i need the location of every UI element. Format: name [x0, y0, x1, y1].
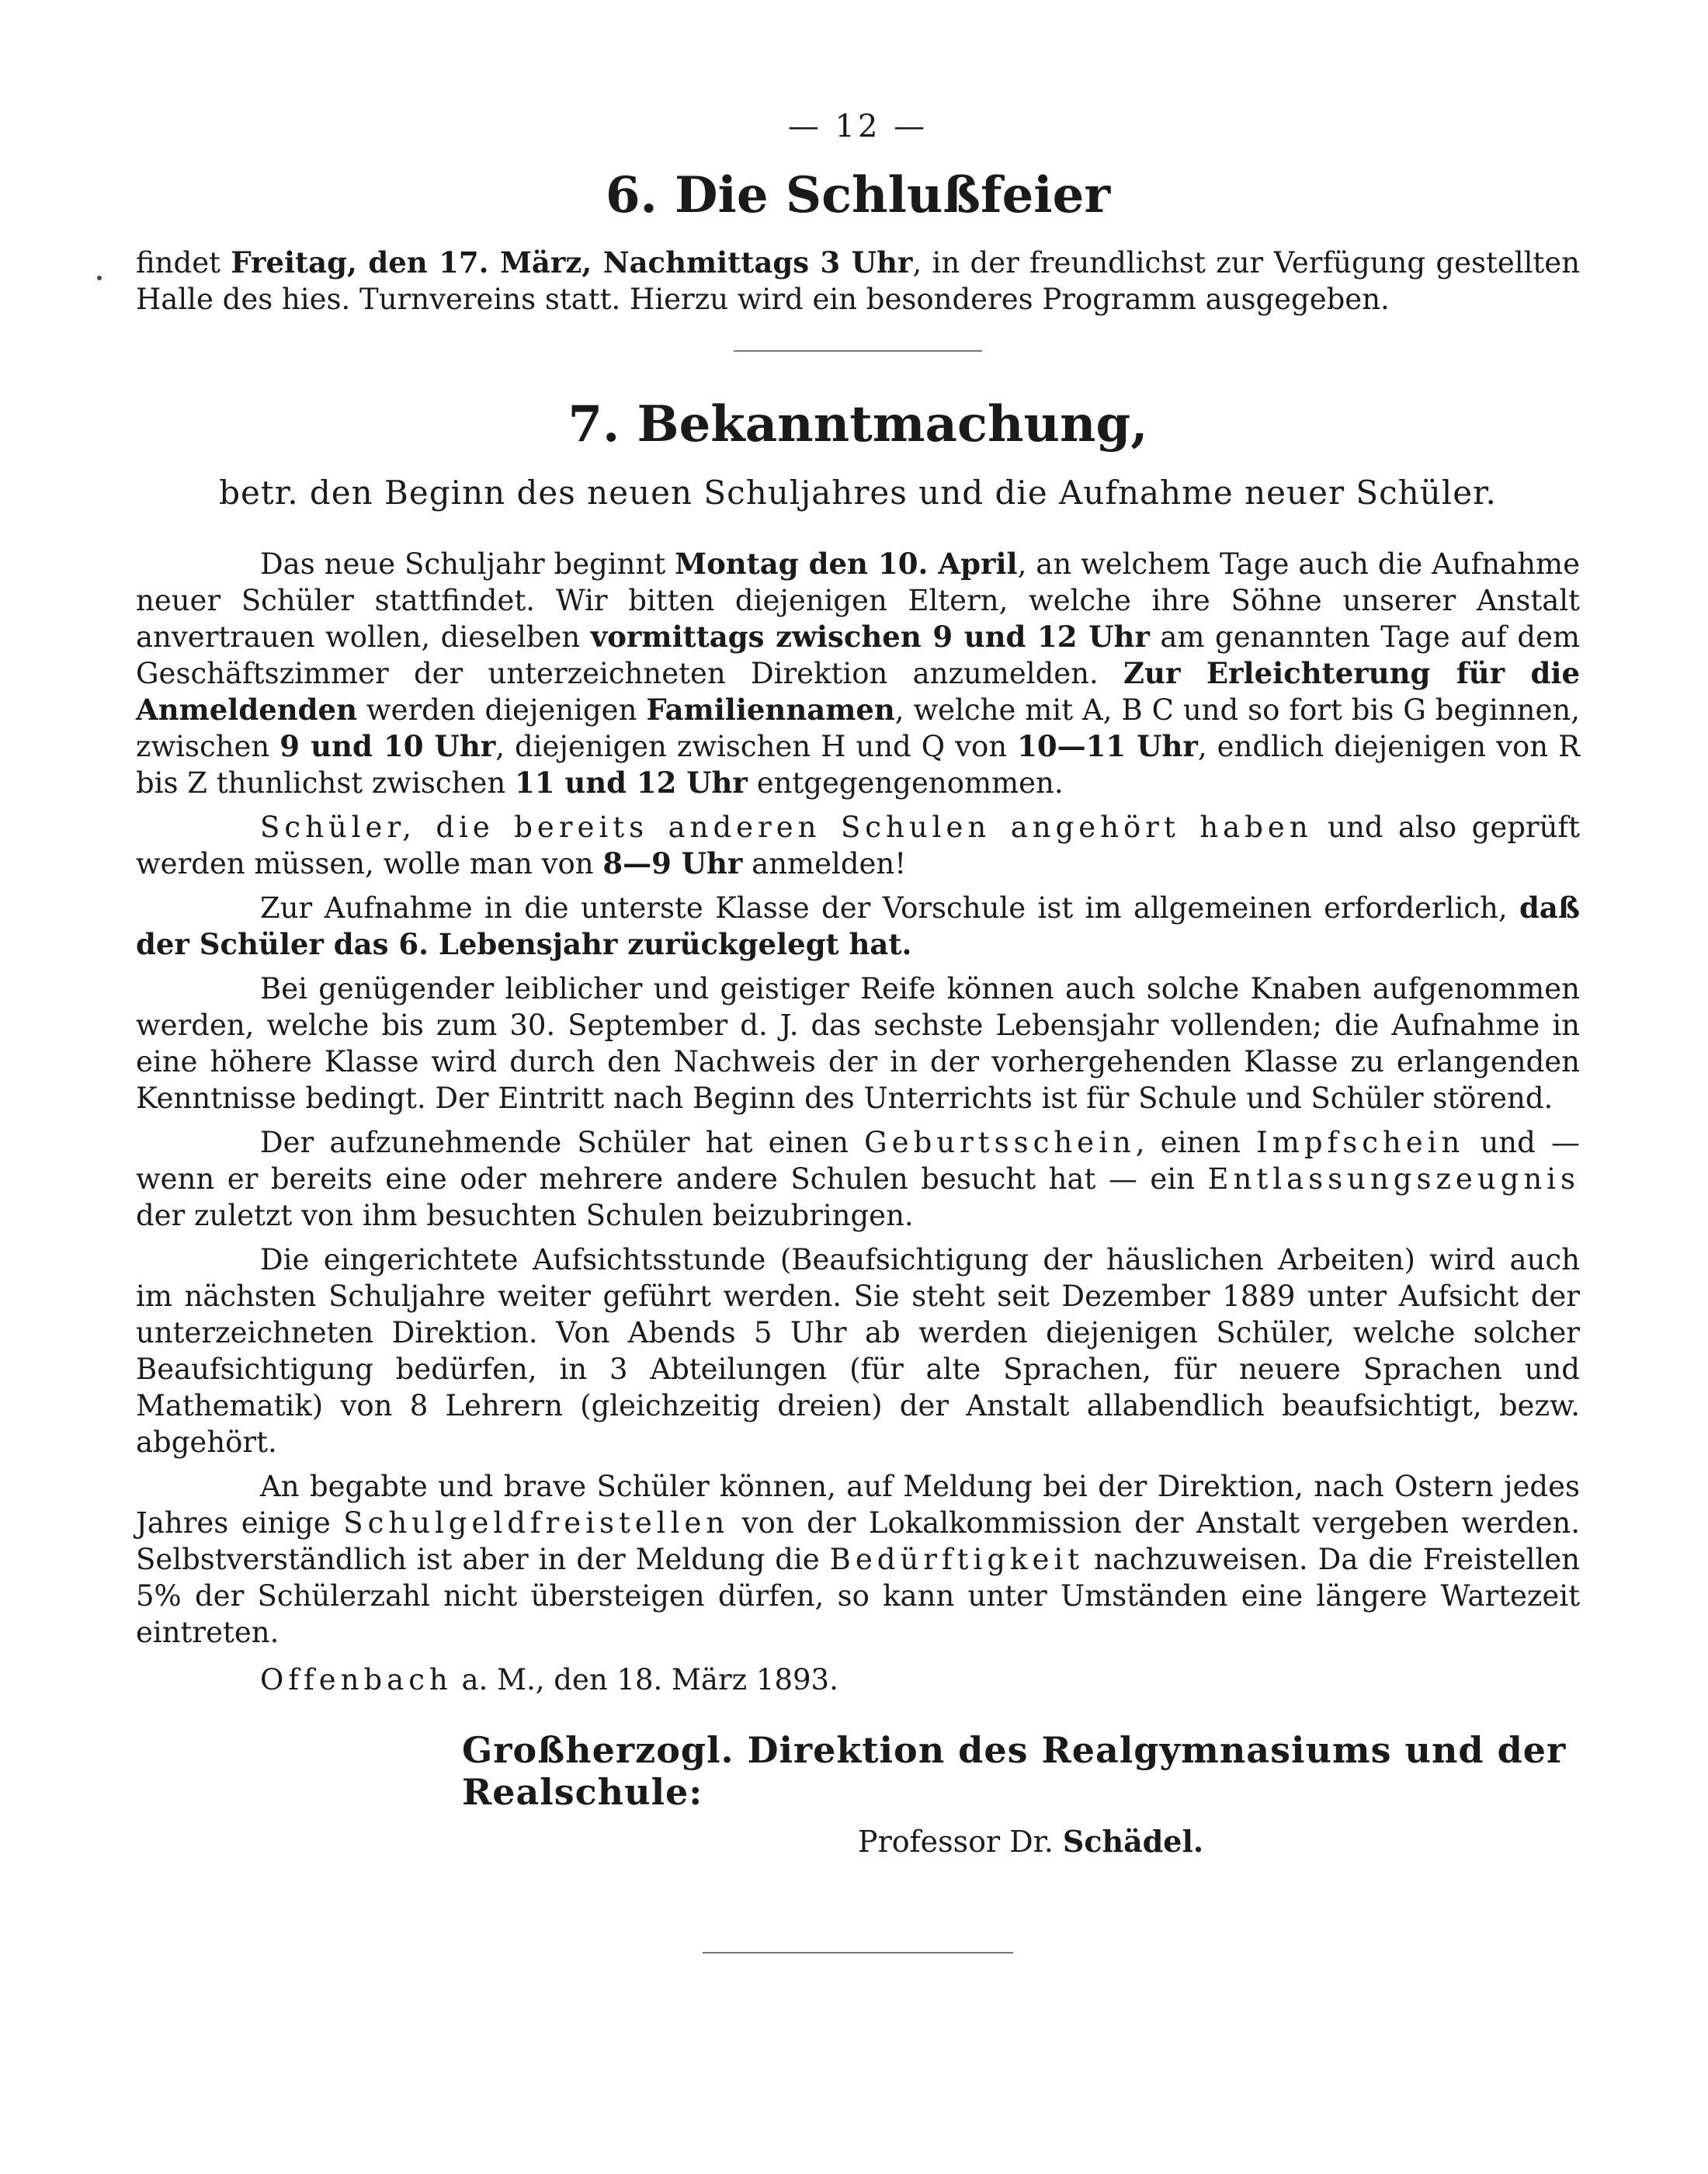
paragraph-7 [136, 1468, 1580, 1651]
text-run: , an welchem Tage auch die Aufnahme neuer Schüler stattfindet. Wir bitten diejenigen Eltern, welche ihre Söhne unserer Anstalt anvertrauen wollen, dieselben [136, 547, 1581, 654]
text-run: , endlich diejenigen von R bis Z thunlichst zwischen [136, 730, 1580, 800]
spaced-run: Geburtsschein [864, 1126, 1136, 1159]
spaced-run: Schulgeldfreistellen [343, 1506, 730, 1540]
paragraph-6: Die eingerichtete Aufsichtsstunde (Beaufsichtigung der häuslichen Arbeiten) wird auch im nächsten Schuljahre weiter geführt werden. Sie steht seit Dezember 1889 unter Aufsicht der unterzeichneten Direktion. Von Abends 5 Uhr ab werden diejenigen Schüler, welche solcher Beaufsichtigung bedürfen, in 3 Abteilungen (für alte Sprachen, für neuere Sprachen und Mathematik) von 8 Lehrern (gleichzeitig dreien) der Anstalt allabendlich beaufsichtigt, bezw. abgehört. [136, 1243, 1580, 1459]
paragraph-5 [136, 1124, 1580, 1234]
text-run: entgegengenommen. [747, 766, 1064, 800]
signature-block [136, 1729, 1580, 1859]
text-run: werden diejenigen [356, 693, 647, 727]
text-run: findet [136, 246, 231, 280]
paragraph-3 [136, 890, 1580, 963]
bold-run: Zur Erleichterung für die Anmeldenden [136, 656, 1580, 727]
paragraph-4: Bei genügender leiblicher und geistiger Reife können auch solche Knaben aufgenommen werden, welche bis zum 30. September d. J. das sechste Lebensjahr vollenden; die Aufnahme in eine höhere Klasse wird durch den Nachweis der in der vorhergehenden Klasse zu erlangenden Kenntnisse bedingt. Der Eintritt nach Beginn des Unterrichts ist für Schule und Schüler störend. [136, 972, 1580, 1115]
date-line [136, 1662, 1580, 1698]
bold-run: 10—11 Uhr [1017, 729, 1198, 763]
section-7-subheading: betr. den Beginn des neuen Schuljahres und die Aufnahme neuer Schüler. [219, 474, 1497, 512]
closing-rule [703, 1952, 1013, 1953]
text-run: am genannten Tage auf dem Geschäftszimmer der unterzeichneten Direktion anzumelden. [136, 620, 1580, 690]
spaced-run: Schüler, die bereits anderen Schulen angehört haben [260, 811, 1313, 844]
bold-run: Freitag, den 17. März, Nachmittags 3 Uhr [231, 245, 913, 280]
section-7-heading: 7. Bekanntmachung, [568, 395, 1148, 453]
bold-run: Familiennamen [646, 693, 895, 727]
text-run: von der Lokalkommission der Anstalt vergeben werden. Selbstverständlich ist aber in der Meldung die [136, 1506, 1580, 1576]
paragraph-1 [136, 546, 1580, 801]
document-page [136, 109, 1580, 1997]
text-run: An begabte und brave Schüler können, auf Meldung bei der Direktion, nach Ostern jedes Jahres einige [136, 1470, 1580, 1540]
text-run: , in der freundlichst zur Verfügung gestellten Halle des hies. Turnvereins statt. Hierzu wird ein besonderes Programm ausgegeben. [136, 246, 1580, 316]
spaced-run: Bedürftigkeit [829, 1543, 1085, 1576]
signature-name [136, 1824, 1580, 1859]
bold-run: 11 und 12 Uhr [514, 766, 748, 800]
signature-organization: Großherzogl. Direktion des Realgymnasiums und der Realschule: [462, 1729, 1567, 1813]
text-run: , diejenigen zwischen H und Q von [495, 730, 1018, 763]
text-run: und — wenn er bereits eine oder mehrere andere Schulen besucht hat — ein [136, 1126, 1580, 1196]
text-run: , einen [1135, 1126, 1257, 1159]
spaced-run: Impfschein [1256, 1126, 1465, 1159]
text-run: Zur Aufnahme in die unterste Klasse der Vorschule ist im allgemeinen erforderlich, [260, 891, 1520, 925]
bold-run: daß der Schüler das 6. Lebensjahr zurückgelegt hat. [136, 891, 1580, 961]
signature-surname: Schädel. [1062, 1824, 1204, 1859]
text-run: der zuletzt von ihm besuchten Schulen beizubringen. [136, 1199, 914, 1232]
date-text: a. M., den 18. März 1893. [452, 1663, 838, 1696]
text-run: anmelden! [742, 847, 907, 880]
bold-run: 9 und 10 Uhr [279, 729, 496, 763]
signature-title: Professor Dr. [858, 1825, 1063, 1859]
text-run: Der aufzunehmende Schüler hat einen [260, 1126, 865, 1159]
spaced-run: Entlassungszeugnis [1207, 1162, 1580, 1196]
bold-run: 8—9 Uhr [602, 846, 743, 880]
section-divider [734, 350, 982, 352]
date-place: Offenbach [260, 1663, 453, 1696]
bold-run: Montag den 10. April [675, 547, 1018, 581]
section-6-body [136, 245, 1580, 318]
bold-run: vormittags zwischen 9 und 12 Uhr [590, 620, 1150, 654]
page-number: — 12 — [787, 109, 929, 144]
paragraph-2 [136, 809, 1580, 882]
text-run: nachzuweisen. Da die Freistellen 5% der Schülerzahl nicht übersteigen dürfen, so kann unter Umständen eine längere Wartezeit eintreten. [136, 1543, 1580, 1649]
text-run: , welche mit A, B C und so fort bis G beginnen, zwischen [136, 693, 1580, 763]
stray-dot [97, 276, 102, 280]
text-run: Das neue Schuljahr beginnt [260, 547, 675, 581]
text-run: und also geprüft werden müssen, wolle man von [136, 811, 1580, 880]
section-6-heading: 6. Die Schlußfeier [605, 166, 1111, 224]
